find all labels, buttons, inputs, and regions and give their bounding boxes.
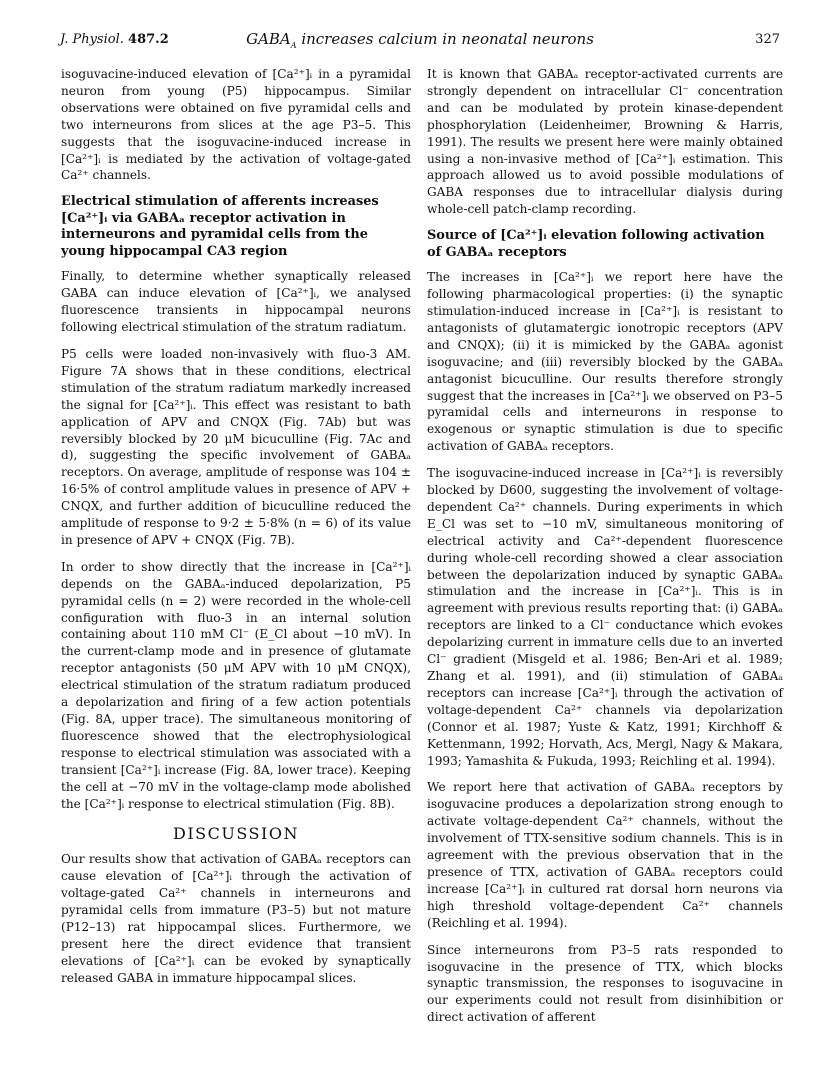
paragraph: In order to show directly that the increase in [Ca²⁺]ᵢ depends on the GABAₐ-induced depolarization, P5 pyramidal cells (n = 2) were recorded in the whole-cell configuration with fluo-3 in an internal solution containing about 110 mM Cl⁻ (E_Cl about −10 mV). In the current-clamp mode and in presence of glutamate receptor antagonists (50 μM APV with 10 μM CNQX), electrical stimulation of the stratum radiatum produced a depolarization and firing of a few action potentials (Fig. 8A, upper trace). The simultaneous monitoring of fluorescence showed that the electrophysiological response to electrical stimulation was associated with a transient [Ca²⁺]ᵢ increase (Fig. 8A, lower trace). Keeping the cell at −70 mV in the voltage-clamp mode abolished the [Ca²⁺]ᵢ response to electrical stimulation (Fig. 8B). <box>61 559 411 811</box>
paragraph: It is known that GABAₐ receptor-activated currents are strongly dependent on intracellular Cl⁻ concentration and can be modulated by protein kinase-dependent phosphorylation (Leidenheimer, Browning & Harris, 1991). The results we present here were mainly obtained using a non-invasive method of [Ca²⁺]ᵢ estimation. This approach allowed us to avoid possible modulations of GABA responses due to intracellular dialysis during whole-cell patch-clamp recording. <box>427 67 783 217</box>
left-column <box>61 66 411 997</box>
page-header <box>60 30 780 52</box>
paragraph: Finally, to determine whether synaptically released GABA can induce elevation of [Ca²⁺]ᵢ, we analysed fluorescence transients in hippocampal neurons following electrical stimulation of the stratum radiatum. <box>61 269 411 335</box>
section-heading: Source of [Ca²⁺]ᵢ elevation following activation of GABAₐ receptors <box>427 228 765 260</box>
paragraph: Our results show that activation of GABAₐ receptors can cause elevation of [Ca²⁺]ᵢ through the activation of voltage-gated Ca²⁺ channels in interneurons and pyramidal cells from immature (P3–5) but not mature (P12–13) rat hippocampal slices. Furthermore, we present here the direct evidence that transient elevations of [Ca²⁺]ᵢ can be evoked by synaptically released GABA in immature hippocampal slices. <box>61 852 411 985</box>
paragraph: We report here that activation of GABAₐ receptors by isoguvacine produces a depolarization strong enough to activate voltage-dependent Ca²⁺ channels, without the involvement of TTX-sensitive sodium channels. This is in agreement with the previous observation that in the presence of TTX, activation of GABAₐ receptors could increase [Ca²⁺]ᵢ in cultured rat dorsal horn neurons via high threshold voltage-dependent Ca²⁺ channels (Reichling et al. 1994). <box>427 780 783 930</box>
running-title: $GABA_A$ increases calcium in neonatal neurons <box>246 30 594 50</box>
paragraph: isoguvacine-induced elevation of [Ca²⁺]ᵢ in a pyramidal neuron from young (P5) hippocampus. Similar observations were obtained on five pyramidal cells and two interneurons from slices at the age P3–5. This suggests that the isoguvacine-induced increase in [Ca²⁺]ᵢ is mediated by the activation of voltage-gated Ca²⁺ channels. <box>61 67 411 183</box>
page-number: 327 <box>755 32 780 47</box>
paragraph: P5 cells were loaded non-invasively with fluo-3 AM. Figure 7A shows that in these conditions, electrical stimulation of the stratum radiatum markedly increased the signal for [Ca²⁺]ᵢ. This effect was resistant to bath application of APV and CNQX (Fig. 7Ab) but was reversibly blocked by 20 μM bicuculline (Fig. 7Ac and d), suggesting the specific involvement of GABAₐ receptors. On average, amplitude of response was 104 ± 16·5% of control amplitude values in presence of APV + CNQX, and further addition of bicuculline reduced the amplitude of response to 9·2 ± 5·8% (n = 6) of its value in presence of APV + CNQX (Fig. 7B). <box>61 346 411 547</box>
discussion-heading: DISCUSSION <box>173 824 299 844</box>
right-column <box>427 66 783 1036</box>
journal-volume: 487.2 <box>128 32 169 47</box>
paragraph: Since interneurons from P3–5 rats responded to isoguvacine in the presence of TTX, which blocks synaptic transmission, the responses to isoguvacine in our experiments could not result from disinhibition or direct activation of afferent <box>427 942 783 1025</box>
journal-name: J. Physiol. <box>60 32 124 47</box>
paragraph: The isoguvacine-induced increase in [Ca²⁺]ᵢ is reversibly blocked by D600, suggesting the involvement of voltage-dependent Ca²⁺ channels. During experiments in which E_Cl was set to −10 mV, simultaneous monitoring of electrical activity and Ca²⁺-dependent fluorescence during whole-cell recording showed a clear association between the depolarization induced by synaptic GABAₐ stimulation and the increase in [Ca²⁺]ᵢ. This is in agreement with previous results reporting that: (i) GABAₐ receptors are linked to a Cl⁻ conductance which evokes depolarizing current in immature cells due to an inverted Cl⁻ gradient (Misgeld et al. 1986; Ben-Ari et al. 1989; Zhang et al. 1991), and (ii) stimulation of GABAₐ receptors can increase [Ca²⁺]ᵢ through the activation of voltage-dependent Ca²⁺ channels via depolarization (Connor et al. 1987; Yuste & Katz, 1991; Kirchhoff & Kettenmann, 1992; Horvath, Acs, Mergl, Nagy & Makara, 1993; Yamashita & Fukuda, 1993; Reichling et al. 1994). <box>427 466 783 768</box>
paragraph: The increases in [Ca²⁺]ᵢ we report here have the following pharmacological properties: (i) the synaptic stimulation-induced increase in [Ca²⁺]ᵢ is resistant to antagonists of glutamatergic ionotropic receptors (APV and CNQX); (ii) it is mimicked by the GABAₐ agonist isoguvacine; and (iii) reversibly blocked by the GABAₐ antagonist bicuculline. Our results therefore strongly suggest that the increases in [Ca²⁺]ᵢ we observed on P3–5 pyramidal cells and interneurons in response to exogenous or synaptic stimulation is due to specific activation of GABAₐ receptors. <box>427 270 783 454</box>
section-heading: Electrical stimulation of afferents increases [Ca²⁺]ᵢ via GABAₐ receptor activation in interneurons and pyramidal cells from the young hippocampal CA3 region <box>61 194 379 259</box>
